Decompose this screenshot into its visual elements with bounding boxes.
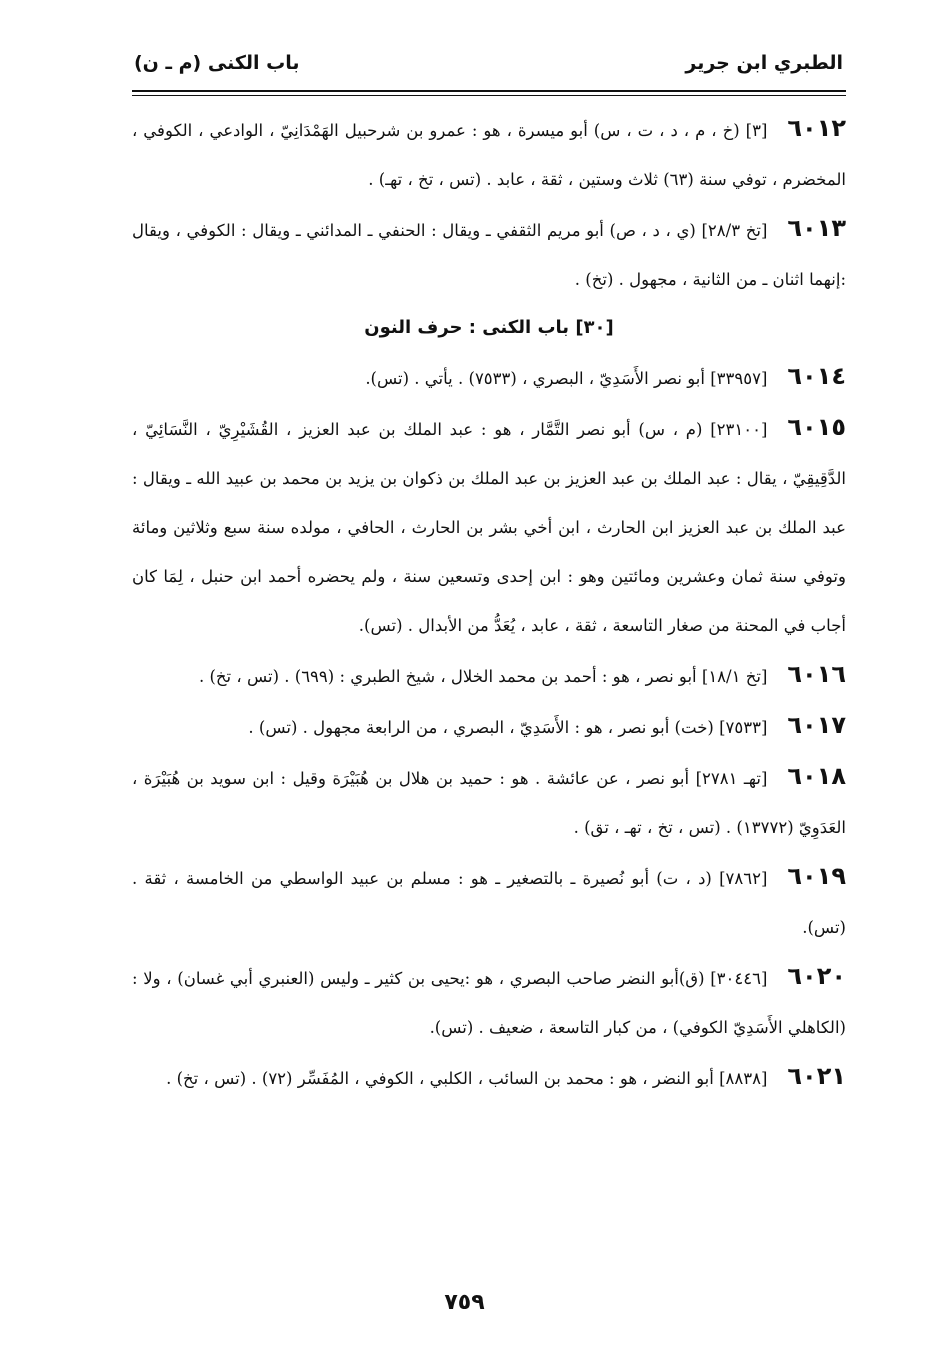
section-heading: [٣٠] باب الكنى : حرف النون — [364, 317, 614, 338]
entry — [132, 104, 846, 204]
entry-text: [٣٣٩٥٧] أبو نصر الأَسَدِيّ ، البصري ، (٧٥٣٣) . يأتي . (تس). — [365, 369, 768, 388]
entry — [132, 650, 846, 701]
entry-text: [٧٥٣٣] (خت) أبو نصر ، هو : الأَسَدِيّ ، البصري ، من الرابعة مجهول . (تس) . — [248, 718, 768, 737]
entry — [132, 752, 846, 852]
entry-number: ٦٠١٦ — [787, 660, 846, 688]
entry-number: ٦٠١٣ — [787, 214, 846, 242]
entry-text: [٨٨٣٨] أبو النضر ، هو : محمد بن السائب ، الكلبي ، الكوفي ، المُفَسِّر (٧٢) . (تس ، تخ) . — [166, 1069, 768, 1088]
entry-text: [تخ ٢٨/٣] (ي ، د ، ص) أبو مريم الثقفي ـ ويقال : الحنفي ـ المدائني ـ ويقال : الكوفي ، ويقال :إنهما اثنان ـ من الثانية ، مجهول . (تخ) . — [132, 221, 846, 289]
header-rule-thin — [132, 95, 846, 96]
running-header-author: الطبري ابن جرير — [685, 52, 843, 74]
entry-text: [٣] (خ ، م ، د ، ت ، س) أبو ميسرة ، هو : عمرو بن شرحبيل الهَمْدَانِيّ ، الوادعي ، الكوفي ، المخضرم ، توفي سنة (٦٣) ثلاث وستين ، ثقة ، عابد . (تس ، تخ ، تهـ) . — [132, 121, 846, 189]
entry-text: [٢٣١٠٠] (م ، س) أبو نصر التَّمَّار ، هو : عبد الملك بن عبد العزيز ، القُشَيْرِيّ ، النَّسَائِيّ ، الدَّقِيقِيّ ، يقال : عبد الملك بن عبد العزيز بن عبد الملك بن ذكوان بن يزيد بن محمد بن عبيد الله ـ ويقال : عبد الملك بن عبد العزيز ابن الحارث ، ابن أخي بشر بن الحارث ، الحافي ، مولده سنة سبع وثلاثين ومائة وتوفي سنة ثمان وعشرين ومائتين وهو : ابن إحدى وتسعين سنة ، ولم يحضره أحمد ابن حنبل ، لِمَا كان أجاب في المحنة من صغار التاسعة ، ثقة ، عابد ، يُعَدُّ من الأبدال . (تس). — [132, 420, 846, 635]
entry-text: [٧٨٦٢] (د ، ت) أبو نُصيرة ـ بالتصغير ـ هو : مسلم بن عبيد الواسطي من الخامسة ، ثقة . (تس). — [132, 869, 846, 937]
entry-number: ٦٠٢١ — [787, 1062, 846, 1090]
entry — [132, 204, 846, 304]
entry-number: ٦٠١٨ — [787, 762, 846, 790]
entry — [132, 952, 846, 1052]
entry-text: [تخ ١٨/١] أبو نصر ، هو : أحمد بن محمد الخلال ، شيخ الطبري : (٦٩٩) . (تس ، تخ) . — [198, 667, 768, 686]
page-number: ٧٥٩ — [444, 1290, 485, 1315]
entry-number: ٦٠١٥ — [787, 413, 846, 441]
entry-text: [٣٠٤٤٦] (ق)أبو النضر صاحب البصري ، هو :يحيى بن كثير ـ وليس (العنبري أبي غسان) ، ولا : (الكاهلي الأَسَدِيّ الكوفي) ، من كبار التاسعة ، ضعيف . (تس). — [132, 969, 846, 1037]
entry-number: ٦٠١٤ — [787, 362, 846, 390]
entry — [132, 852, 846, 952]
entry-number: ٦٠١٩ — [787, 862, 846, 890]
entry-number: ٦٠١٢ — [787, 114, 846, 142]
entry — [132, 1052, 846, 1103]
entry — [132, 403, 846, 650]
entries-block — [132, 104, 846, 1103]
entry-number: ٦٠٢٠ — [787, 962, 846, 990]
entry-number: ٦٠١٧ — [787, 711, 846, 739]
entry — [132, 701, 846, 752]
running-header-chapter: باب الكنى (م ـ ن) — [134, 52, 300, 74]
entry — [132, 352, 846, 403]
entry-text: [تهـ ٢٧٨١] أبو نصر ، عن عائشة . هو : حميد بن هلال بن هُبَيْرَة وقيل : ابن سويد بن هُبَيْرَة ، العَدَوِيّ (١٣٧٧٢) . (تس ، تخ ، تهـ ، تق) . — [132, 769, 846, 837]
header-rule-thick — [132, 90, 846, 92]
